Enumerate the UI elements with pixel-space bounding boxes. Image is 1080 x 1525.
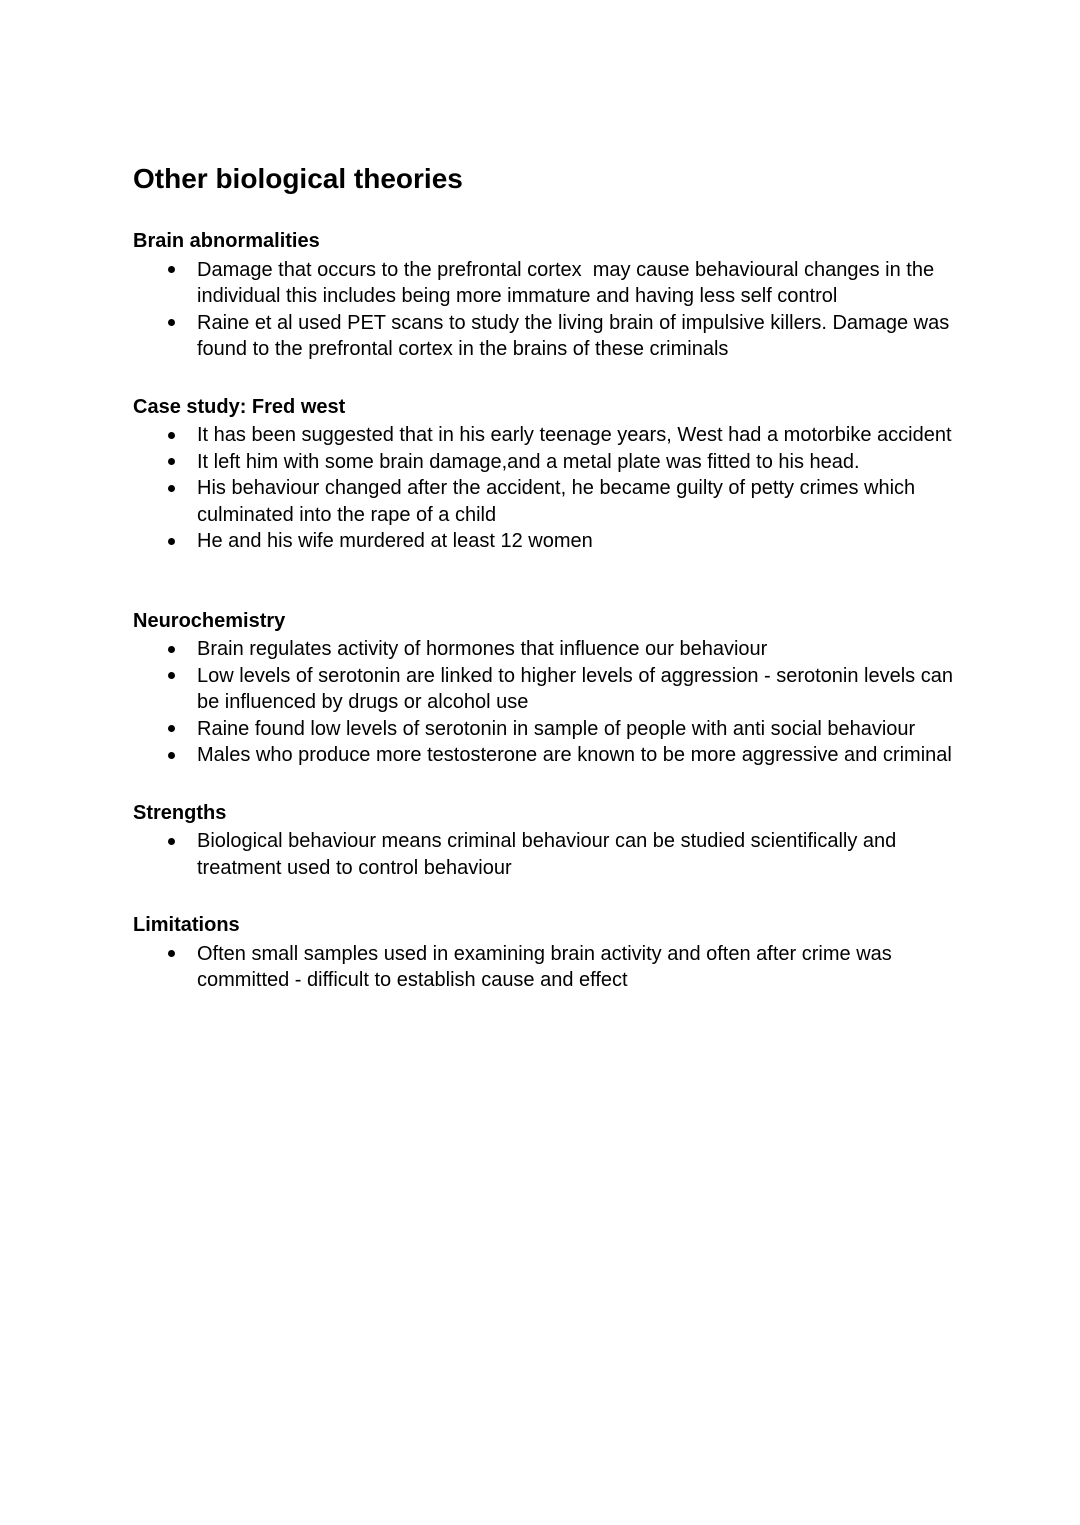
section-heading: Case study: Fred west — [133, 395, 346, 418]
bullet-icon — [168, 752, 175, 759]
bullet-item — [133, 828, 955, 881]
bullet-icon — [168, 266, 175, 273]
section-heading: Neurochemistry — [133, 609, 286, 632]
bullet-text: Biological behaviour means criminal behaviour can be studied scientifically and treatment used to control behaviour — [197, 830, 902, 879]
bullet-list — [133, 422, 955, 555]
bullet-icon — [168, 319, 175, 326]
bullet-item — [133, 663, 959, 716]
bullet-item — [133, 742, 955, 769]
bullet-icon — [168, 458, 175, 465]
bullet-item — [133, 310, 955, 363]
bullet-text: Raine et al used PET scans to study the living brain of impulsive killers. Damage was found to the prefrontal cortex in the brains of these criminals — [197, 311, 955, 360]
bullet-list — [133, 257, 955, 363]
section-heading: Strengths — [133, 801, 227, 824]
document-section — [133, 800, 955, 882]
bullet-item — [133, 257, 955, 310]
bullet-text: Low levels of serotonin are linked to higher levels of aggression - serotonin levels can be influenced by drugs or alcohol use — [197, 664, 959, 713]
bullet-text: It has been suggested that in his early teenage years, West had a motorbike accident — [197, 424, 952, 446]
bullet-icon — [168, 838, 175, 845]
document-section — [133, 912, 955, 994]
bullet-text: His behaviour changed after the accident, he became guilty of petty crimes which culminated into the rape of a child — [197, 477, 921, 526]
bullet-item — [133, 422, 955, 449]
document-body — [133, 228, 959, 994]
bullet-list — [133, 636, 959, 769]
section-heading: Brain abnormalities — [133, 230, 320, 252]
bullet-item — [133, 528, 955, 555]
document-section — [133, 608, 959, 769]
bullet-text: It left him with some brain damage,and a metal plate was fitted to his head. — [197, 450, 860, 473]
bullet-text: He and his wife murdered at least 12 women — [197, 530, 593, 552]
bullet-icon — [168, 672, 175, 679]
bullet-icon — [168, 538, 175, 545]
document-section — [133, 394, 955, 555]
bullet-item — [133, 449, 955, 476]
bullet-text: Brain regulates activity of hormones that influence our behaviour — [197, 638, 768, 660]
bullet-list — [133, 828, 955, 881]
bullet-text: Often small samples used in examining brain activity and often after crime was committed - difficult to establish cause and effect — [197, 942, 898, 991]
bullet-icon — [168, 646, 175, 653]
bullet-icon — [168, 725, 175, 732]
bullet-item — [133, 636, 955, 663]
bullet-text: Raine found low levels of serotonin in sample of people with anti social behaviour — [197, 717, 916, 740]
bullet-icon — [168, 485, 175, 492]
document-section — [133, 228, 955, 363]
bullet-icon — [168, 432, 175, 439]
bullet-item — [133, 716, 955, 743]
bullet-text: Males who produce more testosterone are known to be more aggressive and criminal — [197, 744, 952, 766]
bullet-item — [133, 475, 955, 528]
document-title: Other biological theories — [133, 163, 463, 194]
bullet-text: Damage that occurs to the prefrontal cortex may cause behavioural changes in the individual this includes being more immature and having less self control — [197, 258, 940, 307]
section-heading: Limitations — [133, 914, 240, 936]
bullet-item — [133, 941, 955, 994]
bullet-icon — [168, 950, 175, 957]
bullet-list — [133, 941, 955, 994]
